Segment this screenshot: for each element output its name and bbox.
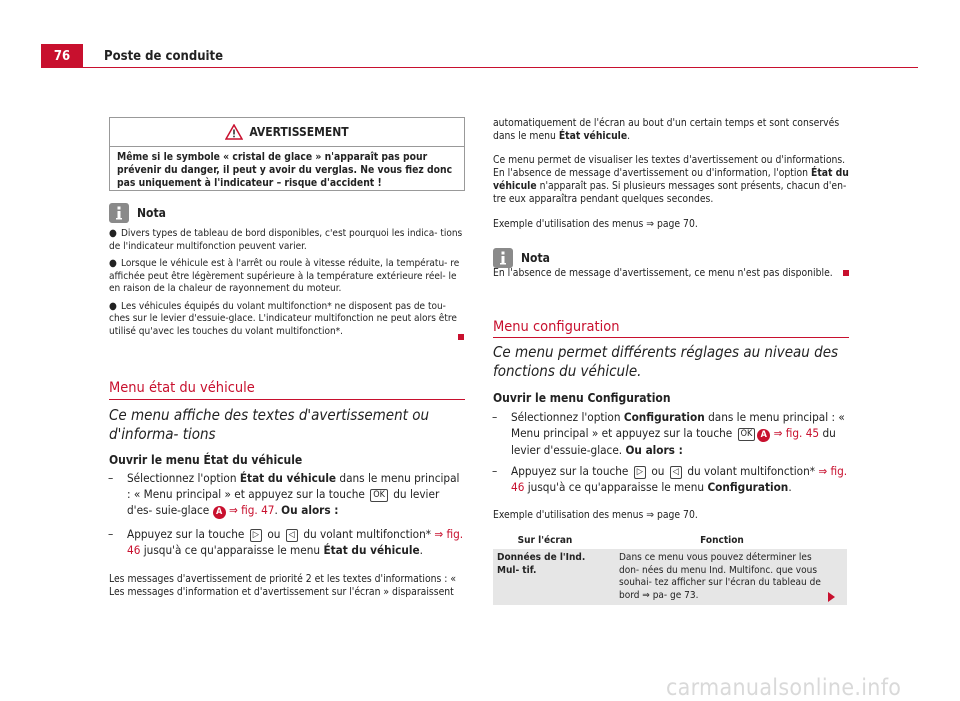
menu-table [493,531,847,605]
figure-link[interactable]: ⇒ fig. 46 [511,464,848,494]
info-note-icon [493,248,513,268]
instruction-step: – Sélectionnez l'option Configuration dans le menu principal : « Menu principal » et appuyez sur la touche OK A ⇒ fig. 45 du levier d'essuie-glace. Ou alors : [492,410,845,457]
callout-a-icon: A [213,506,226,519]
body-paragraph: Exemple d'utilisation des menus ⇒ page 70. [493,218,698,230]
figure-link[interactable]: ⇒ fig. 47 [228,503,275,517]
body-paragraph: Ce menu permet de visualiser les textes d'avertissement ou d'informations. En l'absence de message d'avertissement ou d'information, l'option État du véhicule n'apparaît pas. Si plusieurs messages sont présents, chacun d'en- tre eux apparaîtra pendant quelques secondes. [493,154,849,205]
column-header-function: Fonction [700,534,744,546]
warning-box [109,117,465,191]
section-title: Menu état du véhicule [109,380,255,396]
left-arrow-key-icon: ◁ [670,466,682,479]
body-paragraph: automatiquement de l'écran au bout d'un certain temps et sont conservés dans le menu État véhicule. [493,117,840,142]
warning-header [110,118,464,147]
warning-title: AVERTISSEMENT [249,125,349,139]
table-row [493,549,847,605]
note-title: Nota [137,206,166,220]
end-of-section-mark [458,334,464,340]
section-divider [109,399,465,400]
ok-key-icon: OK [370,489,388,502]
right-arrow-key-icon: ▷ [250,529,262,542]
note-heading [493,248,550,268]
body-paragraph: Les messages d'avertissement de priorité 2 et les textes d'informations : « Les messages d'information et d'avertissement sur l'écran » disparaissent [109,573,457,598]
figure-link[interactable]: ⇒ fig. 46 [127,527,464,557]
note-heading [109,203,166,223]
list-item: ● Divers types de tableau de bord disponibles, c'est pourquoi les indica- tions de l'indicateur multifonction peuvent varier. [109,228,463,252]
subheading: Ouvrir le menu État du véhicule [109,453,303,467]
list-item: ● Les véhicules équipés du volant multifonction* ne disposent pas de tou- ches sur le levier d'essuie-glace. L'indicateur multifonction ne peut alors être utilisé qu'avec les touches du volant multifonction*. [109,300,457,337]
callout-a-icon: A [757,429,770,442]
instruction-step: – Appuyez sur la touche ▷ ou ◁ du volant multifonction* ⇒ fig. 46 jusqu'à ce qu'apparaisse le menu Configuration. [492,464,848,494]
watermark: carmanualsonline.info [666,675,902,701]
table-cell: Dans ce menu vous pouvez déterminer les don- nées du menu Ind. Multifonc. que vous souhai- tez afficher sur l'écran du tableau de bord ⇒ pa- ge 73. [619,552,821,601]
right-arrow-key-icon: ▷ [634,466,646,479]
note-bullet-list [109,228,463,343]
subheading: Ouvrir le menu Configuration [493,391,671,405]
figure-link[interactable]: ⇒ fig. 45 [773,426,820,440]
warning-text: Même si le symbole « cristal de glace » n'apparaît pas pour prévenir du danger, il peut y avoir du verglas. Ne vous fiez donc pas uniquement à l'indicateur – risque d'accident ! [117,151,453,189]
section-intro: Ce menu affiche des textes d'avertissement ou d'informa- tions [109,406,430,443]
continue-arrow-icon [828,592,835,602]
section-divider [493,337,849,338]
instruction-step: – Sélectionnez l'option État du véhicule dans le menu principal : « Menu principal » et appuyez sur la touche OK du levier d'es- suie-glace A ⇒ fig. 47. Ou alors : [108,471,460,517]
header-divider [41,67,918,68]
section-intro: Ce menu permet différents réglages au niveau des fonctions du véhicule. [493,343,839,380]
body-paragraph: Exemple d'utilisation des menus ⇒ page 70. [493,509,698,521]
column-header-screen: Sur l'écran [517,534,573,546]
table-cell: Données de l'Ind. Mul- tif. [497,552,586,576]
list-item: ● Lorsque le véhicule est à l'arrêt ou roule à vitesse réduite, la températu- re affichée peut être légèrement supérieure à la température extérieure réel- le en raison de la chaleur de rayonnement du moteur. [109,258,460,294]
end-of-section-mark [843,270,849,276]
page-header [0,0,960,70]
info-note-icon [109,203,129,223]
left-arrow-key-icon: ◁ [286,529,298,542]
section-title: Menu configuration [493,319,620,335]
table-header [493,531,847,549]
chapter-title: Poste de conduite [104,49,224,64]
warning-triangle-icon [225,124,243,140]
note-title: Nota [521,251,550,265]
page-number: 76 [41,44,83,68]
instruction-step: – Appuyez sur la touche ▷ ou ◁ du volant multifonction* ⇒ fig. 46 jusqu'à ce qu'apparaisse le menu État du véhicule. [108,527,464,557]
note-text: En l'absence de message d'avertissement, ce menu n'est pas disponible. [493,267,833,279]
ok-key-icon: OK [738,428,756,441]
